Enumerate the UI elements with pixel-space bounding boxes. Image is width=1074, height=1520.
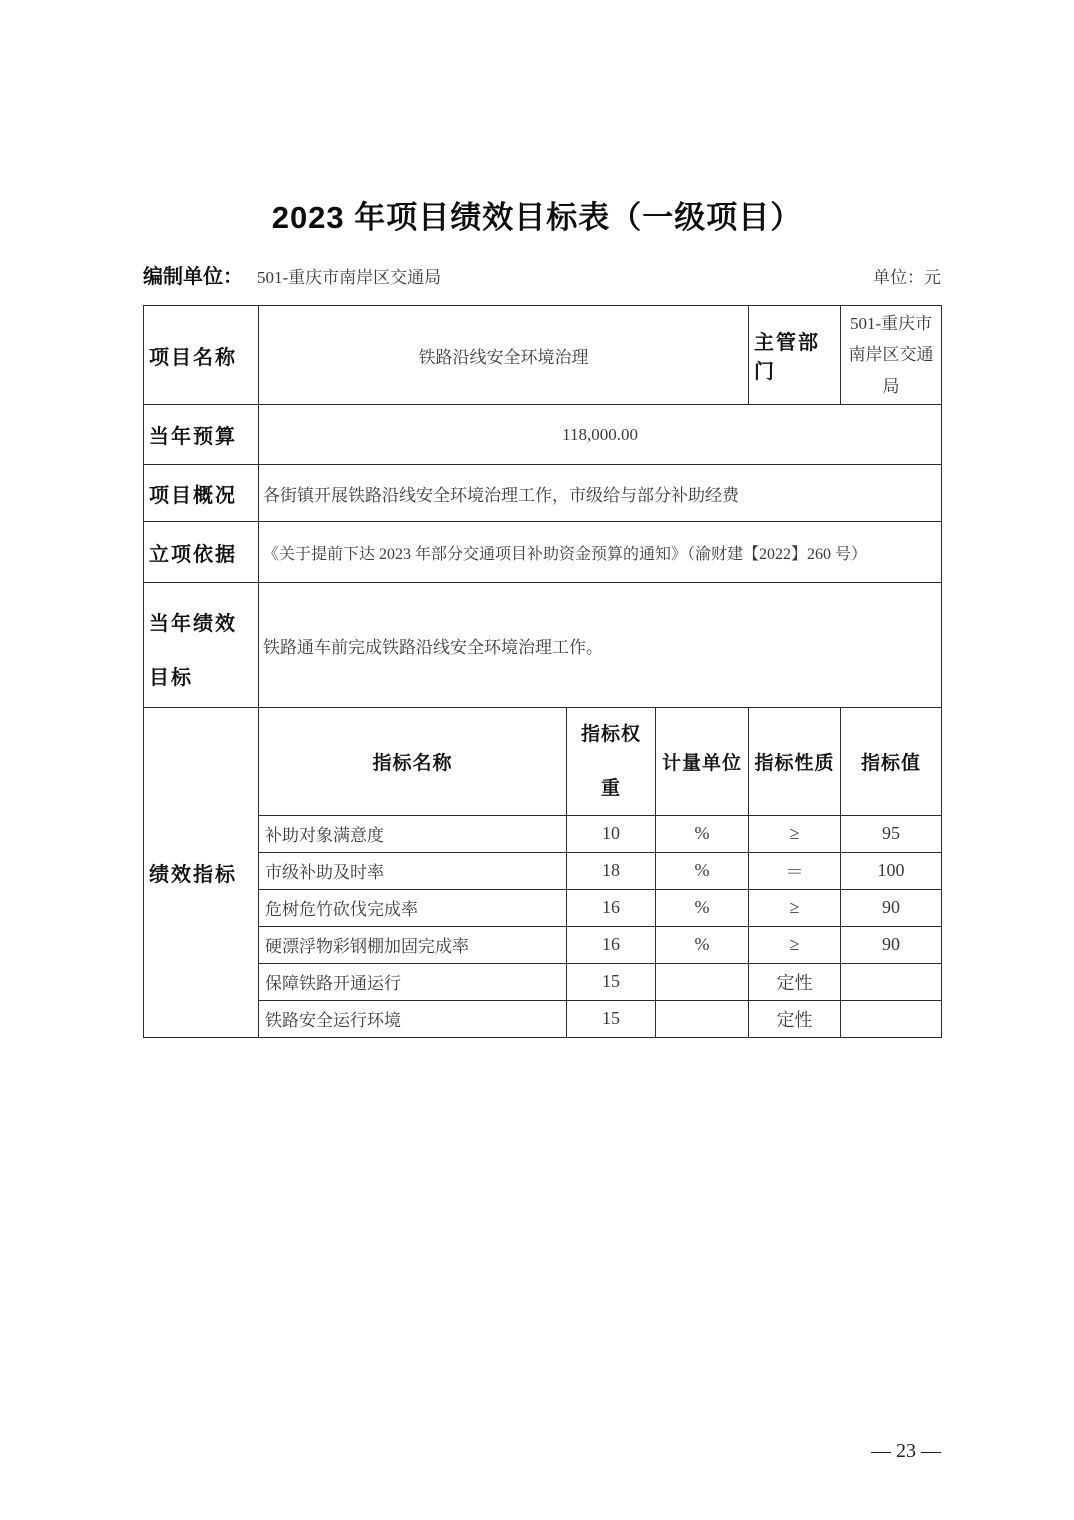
indicator-name: 铁路安全运行环境 [259, 1000, 567, 1037]
basis-value: 《关于提前下达 2023 年部分交通项目补助资金预算的通知》（渝财建【2022】260 号） [259, 522, 942, 583]
indicator-value: 95 [841, 815, 942, 852]
indicators-section-label: 绩效指标 [144, 708, 259, 1037]
annual-goal-value: 铁路通车前完成铁路沿线安全环境治理工作。 [259, 583, 942, 708]
indicator-header-value: 指标值 [841, 708, 942, 815]
prepared-by-value: 501-重庆市南岸区交通局 [257, 268, 442, 287]
indicator-weight: 15 [567, 1000, 656, 1037]
annual-goal-label: 当年绩效目标 [144, 583, 259, 708]
indicator-weight: 16 [567, 889, 656, 926]
indicator-name: 补助对象满意度 [259, 815, 567, 852]
indicator-name: 保障铁路开通运行 [259, 963, 567, 1000]
overview-value: 各街镇开展铁路沿线安全环境治理工作，市级给与部分补助经费 [259, 465, 942, 522]
overview-label: 项目概况 [144, 465, 259, 522]
indicator-unit: % [656, 926, 749, 963]
table-row [144, 583, 942, 708]
indicator-header-name: 指标名称 [259, 708, 567, 815]
unit-note: 单位：元 [873, 268, 941, 287]
table-row [144, 306, 942, 405]
indicator-value [841, 1000, 942, 1037]
indicator-unit: % [656, 852, 749, 889]
indicator-value: 90 [841, 889, 942, 926]
page-number: — 23 — [871, 1440, 941, 1462]
indicator-header-weight: 指标权重 [567, 708, 656, 815]
indicator-value [841, 963, 942, 1000]
project-name-value: 铁路沿线安全环境治理 [259, 306, 749, 405]
indicator-unit [656, 963, 749, 1000]
meta-row [143, 260, 941, 289]
indicator-weight: 16 [567, 926, 656, 963]
indicator-row [144, 889, 942, 926]
budget-label: 当年预算 [144, 405, 259, 465]
indicator-header-unit: 计量单位 [656, 708, 749, 815]
indicator-header-nature: 指标性质 [749, 708, 841, 815]
table-row [144, 405, 942, 465]
indicator-unit: % [656, 815, 749, 852]
indicator-row [144, 852, 942, 889]
table-row [144, 522, 942, 583]
indicator-nature: 定性 [749, 1000, 841, 1037]
indicator-unit: % [656, 889, 749, 926]
indicator-value: 90 [841, 926, 942, 963]
project-name-label: 项目名称 [144, 306, 259, 405]
performance-target-table [143, 305, 942, 1038]
page-title: 2023 年项目绩效目标表（一级项目） [271, 200, 803, 235]
indicator-nature: ≥ [749, 889, 841, 926]
prepared-by-label: 编制单位： [143, 266, 243, 288]
indicator-row [144, 815, 942, 852]
basis-label: 立项依据 [144, 522, 259, 583]
indicator-weight: 10 [567, 815, 656, 852]
indicator-name: 硬漂浮物彩钢棚加固完成率 [259, 926, 567, 963]
indicator-weight: 18 [567, 852, 656, 889]
indicator-header-row [144, 708, 942, 815]
table-row [144, 465, 942, 522]
indicator-weight: 15 [567, 963, 656, 1000]
indicator-row [144, 1000, 942, 1037]
indicator-nature: ≥ [749, 815, 841, 852]
indicator-name: 市级补助及时率 [259, 852, 567, 889]
prepared-by [143, 260, 441, 289]
indicator-nature: ≥ [749, 926, 841, 963]
indicator-unit [656, 1000, 749, 1037]
indicator-row [144, 963, 942, 1000]
indicator-value: 100 [841, 852, 942, 889]
indicator-nature: ＝ [749, 852, 841, 889]
indicator-row [144, 926, 942, 963]
department-value: 501-重庆市南岸区交通局 [841, 306, 942, 405]
indicator-name: 危树危竹砍伐完成率 [259, 889, 567, 926]
budget-value: 118,000.00 [259, 405, 942, 465]
indicator-nature: 定性 [749, 963, 841, 1000]
department-label: 主管部门 [749, 306, 841, 405]
